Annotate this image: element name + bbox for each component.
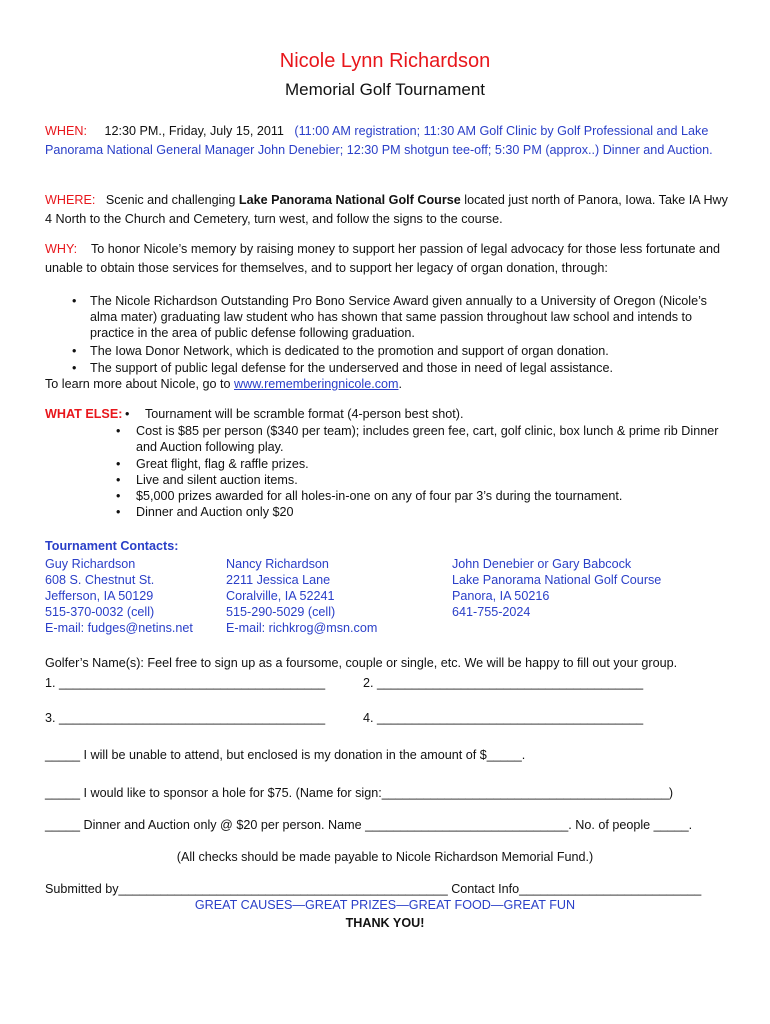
where-pre: Scenic and challenging: [105, 193, 239, 207]
why-bullet-text: The Iowa Donor Network, which is dedicated to the promotion and support of organ donation.: [90, 344, 609, 358]
contact-nancy: [226, 556, 377, 636]
thank-you: THANK YOU!: [345, 916, 425, 930]
where-course: Lake Panorama National Golf Course: [238, 193, 461, 207]
learn-more-end: .: [398, 377, 402, 391]
contact-email[interactable]: E-mail: richkrog@msn.com: [226, 621, 378, 635]
bullet-icon: •: [116, 505, 121, 519]
contact-email[interactable]: E-mail: fudges@netins.net: [45, 621, 193, 635]
contact-john: [452, 556, 661, 620]
golfer-line-1[interactable]: 1. ______________________________________: [45, 676, 326, 690]
contact-phone: 641-755-2024: [452, 605, 531, 619]
submitted-line[interactable]: Submitted by_______________________________________________ Contact Info__________________________: [45, 882, 702, 896]
contact-address: 2211 Jessica Lane: [226, 573, 331, 587]
contact-city: Jefferson, IA 50129: [45, 589, 154, 603]
learn-more: [45, 376, 402, 392]
slogan: GREAT CAUSES—GREAT PRIZES—GREAT FOOD—GREAT FUN: [194, 898, 576, 912]
why-label: WHY:: [45, 242, 78, 256]
contact-phone: 515-370-0032 (cell): [45, 605, 155, 619]
what-else-text: Cost is $85 per person ($340 per team); includes green fee, cart, golf clinic, box lunch & prime rib Dinner and Auction following play.: [136, 424, 719, 454]
what-else-text: $5,000 prizes awarded for all holes-in-one on any of four par 3’s during the tournament.: [136, 489, 623, 503]
website-link[interactable]: www.rememberingnicole.com: [234, 377, 399, 391]
sponsor-line[interactable]: _____ I would like to sponsor a hole for $75. (Name for sign:_________________________________________): [45, 786, 674, 800]
bullet-icon: •: [72, 294, 77, 308]
contact-guy: [45, 556, 193, 636]
bullet-icon: •: [72, 361, 77, 375]
contact-city: Coralville, IA 52241: [226, 589, 335, 603]
when-time: 12:30 PM., Friday, July 15, 2011: [104, 124, 284, 138]
when-details: (11:00 AM registration; 11:30 AM Golf Clinic by Golf Professional and Lake Panorama National General Manager John Denebier; 12:30 PM shotgun tee-off; 5:30 PM (approx..) Dinner and Auction.: [45, 124, 713, 157]
where-label: WHERE:: [45, 193, 96, 207]
contact-name: Guy Richardson: [45, 557, 136, 571]
contact-address: 608 S. Chestnut St.: [45, 573, 155, 587]
why-bullet: [72, 293, 732, 341]
golfer-line-4[interactable]: 4. ______________________________________: [363, 711, 644, 725]
contact-org: Lake Panorama National Golf Course: [452, 573, 662, 587]
bullet-icon: •: [116, 473, 121, 487]
bullet-icon: •: [116, 457, 121, 471]
when-section: [45, 122, 735, 159]
golfer-line-3[interactable]: 3. ______________________________________: [45, 711, 326, 725]
learn-more-text: To learn more about Nicole, go to: [45, 377, 235, 391]
bullet-icon: •: [116, 489, 121, 503]
what-else-text: Great flight, flag & raffle prizes.: [136, 457, 309, 471]
what-else-text: Tournament will be scramble format (4-person best shot).: [145, 407, 464, 421]
why-bullet-text: The support of public legal defense for the underserved and those in need of legal assistance.: [90, 361, 613, 375]
golfer-line-2[interactable]: 2. ______________________________________: [363, 676, 644, 690]
page-subtitle: Memorial Golf Tournament: [285, 80, 485, 99]
contact-city: Panora, IA 50216: [452, 589, 550, 603]
bullet-icon: •: [116, 424, 121, 438]
page-title: Nicole Lynn Richardson: [279, 50, 491, 72]
why-section: [45, 240, 735, 277]
contact-phone: 515-290-5029 (cell): [226, 605, 336, 619]
what-else-label: WHAT ELSE:: [45, 407, 123, 421]
where-section: [45, 191, 735, 228]
when-label: WHEN:: [45, 124, 87, 138]
contact-name: Nancy Richardson: [226, 557, 329, 571]
donation-line[interactable]: _____ I will be unable to attend, but enclosed is my donation in the amount of $_____.: [45, 748, 526, 762]
golfers-text: Golfer’s Name(s): Feel free to sign up as a foursome, couple or single, etc. We will be happy to fill out your group.: [45, 656, 678, 670]
why-text: To honor Nicole’s memory by raising money to support her passion of legal advocacy for those less fortunate and unable to obtain those services for themselves, and to support her legacy of organ donation, through:: [45, 242, 721, 275]
bullet-icon: •: [72, 344, 77, 358]
where-post: located just north of Panora, Iowa. Take IA Hwy 4 North to the Church and Cemetery, turn west, and follow the signs to the course.: [45, 193, 728, 226]
checks-note: (All checks should be made payable to Nicole Richardson Memorial Fund.): [176, 850, 594, 864]
what-else-text: Live and silent auction items.: [136, 473, 298, 487]
contacts-heading: Tournament Contacts:: [45, 539, 179, 553]
contact-name: John Denebier or Gary Babcock: [452, 557, 632, 571]
why-bullet-text: The Nicole Richardson Outstanding Pro Bono Service Award given annually to a University of Oregon (Nicole’s alma mater) graduating law student who has shown that same passion throughout law school and intends to practice in the area of public defense following graduation.: [90, 294, 707, 340]
bullet-icon: •: [125, 407, 130, 421]
what-else-text: Dinner and Auction only $20: [136, 505, 294, 519]
dinner-line[interactable]: _____ Dinner and Auction only @ $20 per person. Name _____________________________. No. of people _____.: [45, 818, 693, 832]
